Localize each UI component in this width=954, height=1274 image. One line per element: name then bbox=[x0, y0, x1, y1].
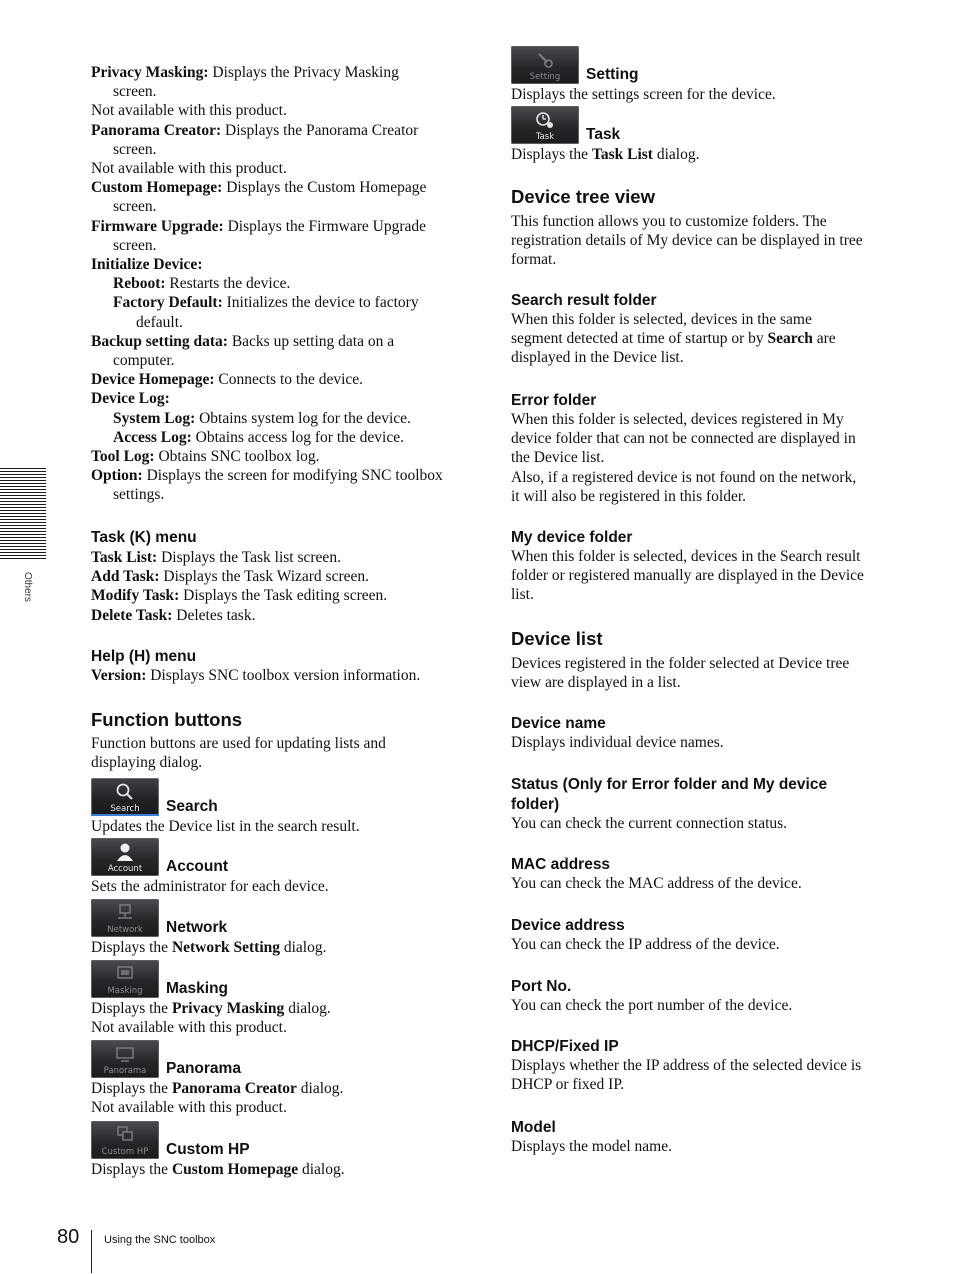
menu-description: settings. bbox=[113, 486, 165, 504]
section-heading: Device tree view bbox=[511, 186, 655, 207]
panorama-button[interactable] bbox=[91, 1040, 159, 1078]
menu-description: Initialize Device: bbox=[91, 256, 203, 273]
menu-description: Modify Task: Displays the Task editing screen. bbox=[91, 587, 388, 605]
menu-description: screen. bbox=[113, 236, 157, 254]
footer-rule bbox=[91, 1230, 92, 1273]
menu-description: screen. bbox=[113, 83, 157, 101]
menu-description: Delete Task: Deletes task. bbox=[91, 606, 256, 624]
item-description: list. bbox=[511, 586, 534, 604]
menu-description: Custom Homepage: Displays the Custom Homepage bbox=[91, 179, 427, 197]
menu-description: Version: Displays SNC toolbox version information. bbox=[91, 667, 421, 684]
button-caption: Custom HP bbox=[101, 1147, 149, 1157]
button-label: Account bbox=[166, 858, 228, 875]
button-caption: Task bbox=[535, 132, 555, 142]
item-description: Displays individual device names. bbox=[511, 734, 724, 751]
menu-description: System Log: Obtains system log for the device. bbox=[113, 409, 411, 427]
footer-section: Using the SNC toolbox bbox=[104, 1234, 216, 1246]
button-label: Panorama bbox=[166, 1060, 241, 1077]
item-description: it will also be registered in this folder. bbox=[511, 487, 747, 505]
button-description: Displays the Custom Homepage dialog. bbox=[91, 1161, 345, 1178]
menu-description: default. bbox=[136, 313, 183, 331]
item-title: My device folder bbox=[511, 529, 633, 546]
menu-description: Backup setting data: Backs up setting data on a bbox=[91, 332, 395, 350]
item-description: segment detected at time of startup or by Search are bbox=[511, 330, 836, 348]
item-description: Displays the model name. bbox=[511, 1138, 672, 1155]
button-description: Displays the Privacy Masking dialog. bbox=[91, 1000, 331, 1017]
button-description: Not available with this product. bbox=[91, 1019, 287, 1037]
menu-description: Privacy Masking: Displays the Privacy Masking bbox=[91, 64, 399, 81]
menu-description: Device Homepage: Connects to the device. bbox=[91, 371, 364, 389]
setting-button[interactable] bbox=[511, 46, 579, 84]
item-title: DHCP/Fixed IP bbox=[511, 1038, 619, 1055]
item-description: device folder that can not be connected are displayed in bbox=[511, 430, 856, 448]
menu-description: Option: Displays the screen for modifying SNC toolbox bbox=[91, 467, 443, 485]
section-intro: This function allows you to customize folders. The bbox=[511, 213, 827, 230]
section-intro: view are displayed in a list. bbox=[511, 674, 681, 692]
menu-description: Add Task: Displays the Task Wizard screen. bbox=[91, 568, 370, 586]
item-description: folder or registered manually are displayed in the Device bbox=[511, 567, 864, 585]
button-description: Not available with this product. bbox=[91, 1099, 287, 1117]
item-description: Also, if a registered device is not found on the network, bbox=[511, 468, 857, 486]
item-description: You can check the current connection status. bbox=[511, 815, 788, 832]
item-title: Status (Only for Error folder and My device bbox=[511, 776, 828, 793]
custom-hp-button[interactable] bbox=[91, 1121, 159, 1159]
account-button[interactable] bbox=[91, 838, 159, 876]
menu-description: Tool Log: Obtains SNC toolbox log. bbox=[91, 448, 320, 465]
item-title: MAC address bbox=[511, 856, 611, 873]
menu-description: Not available with this product. bbox=[91, 160, 287, 177]
item-description: You can check the port number of the device. bbox=[511, 997, 793, 1014]
section-heading: Task (K) menu bbox=[91, 529, 197, 546]
button-description: Displays the Network Setting dialog. bbox=[91, 939, 327, 956]
masking-button[interactable] bbox=[91, 960, 159, 998]
button-caption: Account bbox=[107, 864, 143, 874]
button-caption: Panorama bbox=[103, 1066, 147, 1076]
item-description: When this folder is selected, devices registered in My bbox=[511, 411, 844, 428]
menu-description: Not available with this product. bbox=[91, 102, 287, 120]
item-title: Error folder bbox=[511, 392, 597, 409]
section-intro: Function buttons are used for updating lists and bbox=[91, 735, 386, 752]
section-heading: Device list bbox=[511, 628, 603, 649]
button-label: Network bbox=[166, 919, 228, 936]
menu-description: Factory Default: Initializes the device to factory bbox=[113, 294, 419, 312]
menu-description: computer. bbox=[113, 352, 175, 369]
item-description: the Device list. bbox=[511, 449, 605, 467]
button-label: Task bbox=[586, 126, 621, 143]
menu-description: Access Log: Obtains access log for the device. bbox=[113, 428, 404, 446]
section-heading: Function buttons bbox=[91, 709, 243, 730]
menu-description: Task List: Displays the Task list screen. bbox=[91, 549, 341, 566]
section-intro: displaying dialog. bbox=[91, 754, 203, 772]
button-label: Search bbox=[166, 798, 218, 815]
network-button[interactable] bbox=[91, 899, 159, 937]
button-label: Custom HP bbox=[166, 1141, 250, 1158]
button-caption: Search bbox=[110, 804, 140, 814]
menu-description: screen. bbox=[113, 140, 157, 158]
section-intro: Devices registered in the folder selected at Device tree bbox=[511, 655, 850, 672]
item-title: Device name bbox=[511, 715, 606, 732]
button-description: Displays the Task List dialog. bbox=[511, 146, 700, 163]
item-description: You can check the IP address of the device. bbox=[511, 936, 780, 953]
side-tab bbox=[0, 468, 46, 560]
menu-description: Firmware Upgrade: Displays the Firmware Upgrade bbox=[91, 217, 427, 235]
page-number: 80 bbox=[57, 1226, 80, 1248]
item-title: Port No. bbox=[511, 978, 572, 995]
item-description: DHCP or fixed IP. bbox=[511, 1076, 625, 1094]
button-label: Masking bbox=[166, 980, 229, 997]
menu-description: Device Log: bbox=[91, 390, 170, 408]
item-description: displayed in the Device list. bbox=[511, 349, 684, 367]
item-title: Search result folder bbox=[511, 292, 657, 309]
section-intro: registration details of My device can be displayed in tree bbox=[511, 232, 863, 250]
button-description: Updates the Device list in the search result. bbox=[91, 818, 360, 835]
item-description: When this folder is selected, devices in the same bbox=[511, 311, 812, 328]
item-description: You can check the MAC address of the device. bbox=[511, 875, 802, 892]
menu-description: Panorama Creator: Displays the Panorama Creator bbox=[91, 121, 419, 139]
menu-description: screen. bbox=[113, 198, 157, 216]
button-caption: Setting bbox=[529, 72, 561, 82]
section-heading: Help (H) menu bbox=[91, 648, 197, 665]
button-label: Setting bbox=[586, 66, 639, 83]
item-description: Displays whether the IP address of the selected device is bbox=[511, 1057, 862, 1074]
menu-description: Reboot: Restarts the device. bbox=[113, 275, 291, 293]
item-title: Device address bbox=[511, 917, 625, 934]
task-button[interactable] bbox=[511, 106, 579, 144]
section-intro: format. bbox=[511, 251, 557, 269]
button-description: Displays the Panorama Creator dialog. bbox=[91, 1080, 344, 1097]
button-description: Displays the settings screen for the device. bbox=[511, 86, 776, 103]
active-indicator bbox=[91, 814, 159, 816]
button-caption: Network bbox=[107, 925, 143, 935]
button-caption: Masking bbox=[107, 986, 143, 996]
side-tab-label: Others bbox=[22, 572, 33, 603]
item-description: When this folder is selected, devices in the Search result bbox=[511, 548, 861, 565]
item-title: Model bbox=[511, 1119, 556, 1136]
button-description: Sets the administrator for each device. bbox=[91, 878, 329, 895]
search-button[interactable] bbox=[91, 778, 159, 816]
item-title: folder) bbox=[511, 796, 560, 813]
